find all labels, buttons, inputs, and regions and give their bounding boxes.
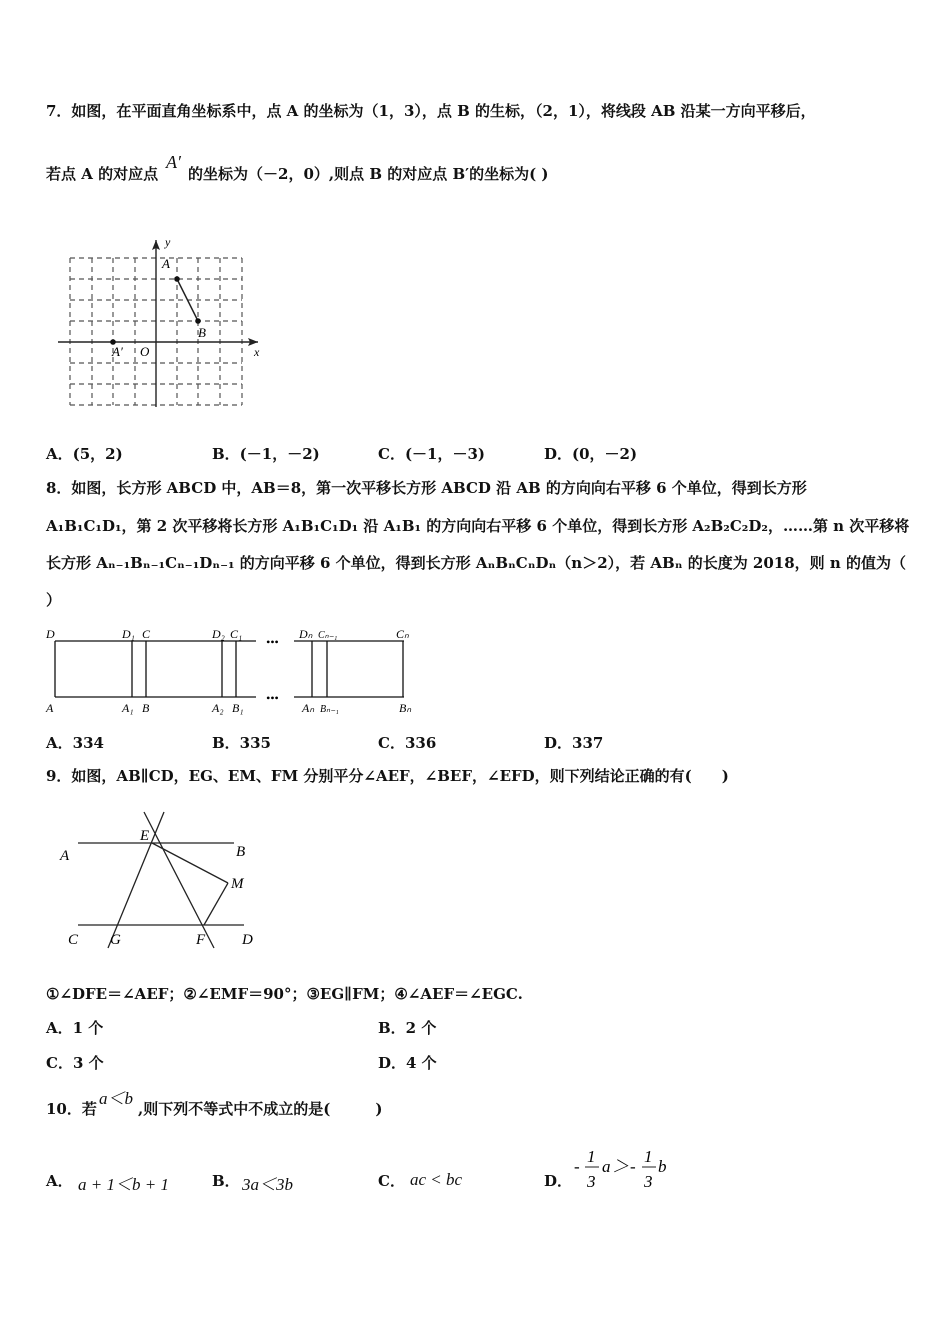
label-M: M <box>231 876 244 892</box>
label-y: y <box>165 235 171 249</box>
q8-option-d[interactable]: D．337 <box>544 734 604 752</box>
point-A <box>174 276 180 282</box>
q8-option-c[interactable]: C．336 <box>378 734 437 752</box>
label-B: B <box>142 701 150 715</box>
q9-option-a[interactable]: A．1 个 <box>46 1019 104 1037</box>
q9-stem: 9．如图，AB∥CD，EG、EM、FM 分别平分∠AEF，∠BEF，∠EFD，则下列结论正确的有( ) <box>46 767 729 785</box>
q9-parallel-lines-figure <box>56 808 266 953</box>
label-Dn: Dₙ <box>299 627 313 641</box>
label-C: C <box>142 627 151 641</box>
q8-option-a[interactable]: A．334 <box>46 734 104 752</box>
point-B <box>195 318 201 324</box>
line-EF <box>144 812 214 948</box>
ellipsis-bottom: ••• <box>266 691 279 705</box>
q8-stem-line2: A₁B₁C₁D₁，第 2 次平移将长方形 A₁B₁C₁D₁ 沿 A₁B₁ 的方向向右平移 6 个单位，得到长方形 A₂B₂C₂D₂，……第 n 次平移将 <box>46 517 910 535</box>
minus-2: - <box>630 1157 636 1176</box>
q8-rectangles-figure <box>44 624 424 719</box>
minus-1: - <box>574 1157 580 1176</box>
numerator-1: 1 <box>587 1147 596 1166</box>
q7-option-b[interactable]: B．(－1，－2) <box>212 445 320 463</box>
label-A2: A₂ <box>212 701 224 715</box>
q7-option-a[interactable]: A．(5，2) <box>46 445 123 463</box>
label-D2: D₂ <box>212 627 225 641</box>
line-FM <box>204 883 228 925</box>
q7-option-d[interactable]: D．(0，－2) <box>544 445 638 463</box>
label-F: F <box>196 932 206 948</box>
q10-option-a-expr[interactable]: a + 1＜b + 1 <box>78 1175 169 1194</box>
q10-prefix: 10．若 <box>46 1100 97 1118</box>
label-A: A <box>162 256 170 271</box>
label-C: C <box>68 932 79 948</box>
line-EG <box>108 812 164 948</box>
q10-option-b-label[interactable]: B． <box>212 1172 240 1190</box>
q7-stem-line1: 7．如图，在平面直角坐标系中，点 A 的坐标为（1，3），点 B 的生标，（2，1），将线段 AB 沿某一方向平移后， <box>46 102 816 120</box>
q8-option-b[interactable]: B．335 <box>212 734 271 752</box>
q7-aprime-symbol: A′ <box>166 152 181 172</box>
label-Bn-1: Bₙ₋₁ <box>320 704 339 715</box>
label-Cn-1: Cₙ₋₁ <box>318 630 338 641</box>
label-A1: A₁ <box>122 701 134 715</box>
label-E: E <box>140 828 150 844</box>
q8-stem-line4: ） <box>46 591 62 609</box>
label-D: D <box>242 932 253 948</box>
q9-option-d[interactable]: D．4 个 <box>378 1054 437 1072</box>
q7-stem-line2a: 若点 A 的对应点 <box>46 165 159 183</box>
q10-option-c-expr[interactable]: ac < bc <box>410 1170 463 1189</box>
q10-suffix: ,则下列不等式中不成立的是( ) <box>138 1100 383 1118</box>
q9-option-c[interactable]: C．3 个 <box>46 1054 104 1072</box>
label-O: O <box>140 344 150 359</box>
label-B: B <box>236 844 246 860</box>
label-An: Aₙ <box>302 701 315 715</box>
label-A: A <box>46 701 54 715</box>
q10-option-d-expr[interactable] <box>572 1142 672 1194</box>
ellipsis-top: ••• <box>266 635 279 649</box>
q7-coordinate-figure <box>50 232 280 412</box>
q7-stem-line2b: 的坐标为（－2，0）,则点 B 的对应点 B′的坐标为( ) <box>188 165 549 183</box>
label-Cn: Cₙ <box>396 627 409 641</box>
label-G: G <box>110 932 121 948</box>
line-EM <box>152 843 228 883</box>
q10-option-c-label[interactable]: C． <box>378 1172 405 1190</box>
denominator-2: 3 <box>644 1172 653 1191</box>
label-x: x <box>254 345 260 359</box>
q7-axes <box>58 240 258 407</box>
label-B1: B₁ <box>232 701 244 715</box>
label-D: D <box>46 627 55 641</box>
label-D1: D₁ <box>122 627 135 641</box>
label-B: B <box>198 325 206 340</box>
q10-option-d-label[interactable]: D． <box>544 1172 573 1190</box>
label-Bn: Bₙ <box>399 701 412 715</box>
q7-option-c[interactable]: C．(－1，－3) <box>378 445 486 463</box>
label-C1: C₁ <box>230 627 243 641</box>
q9-option-b[interactable]: B．2 个 <box>378 1019 437 1037</box>
var-b: b <box>658 1157 667 1176</box>
numerator-2: 1 <box>644 1147 653 1166</box>
q8-stem-line3: 长方形 Aₙ₋₁Bₙ₋₁Cₙ₋₁Dₙ₋₁ 的方向平移 6 个单位，得到长方形 AₙBₙCₙDₙ（n＞2），若 ABₙ 的长度为 2018，则 n 的值为（ <box>46 554 907 572</box>
greater-sign: ＞ <box>612 1157 629 1176</box>
label-Aprime: A′ <box>112 344 123 359</box>
q10-option-a-label[interactable]: A． <box>46 1172 73 1190</box>
var-a: a <box>602 1157 611 1176</box>
q10-condition: a＜b <box>99 1089 133 1108</box>
q8-stem-line1: 8．如图，长方形 ABCD 中，AB＝8，第一次平移长方形 ABCD 沿 AB 的方向向右平移 6 个单位，得到长方形 <box>46 479 807 497</box>
denominator-1: 3 <box>587 1172 596 1191</box>
q10-option-b-expr[interactable]: 3a＜3b <box>242 1175 293 1194</box>
label-A: A <box>60 848 70 864</box>
q9-conclusions: ①∠DFE＝∠AEF；②∠EMF＝90°；③EG∥FM；④∠AEF＝∠EGC. <box>46 985 523 1003</box>
